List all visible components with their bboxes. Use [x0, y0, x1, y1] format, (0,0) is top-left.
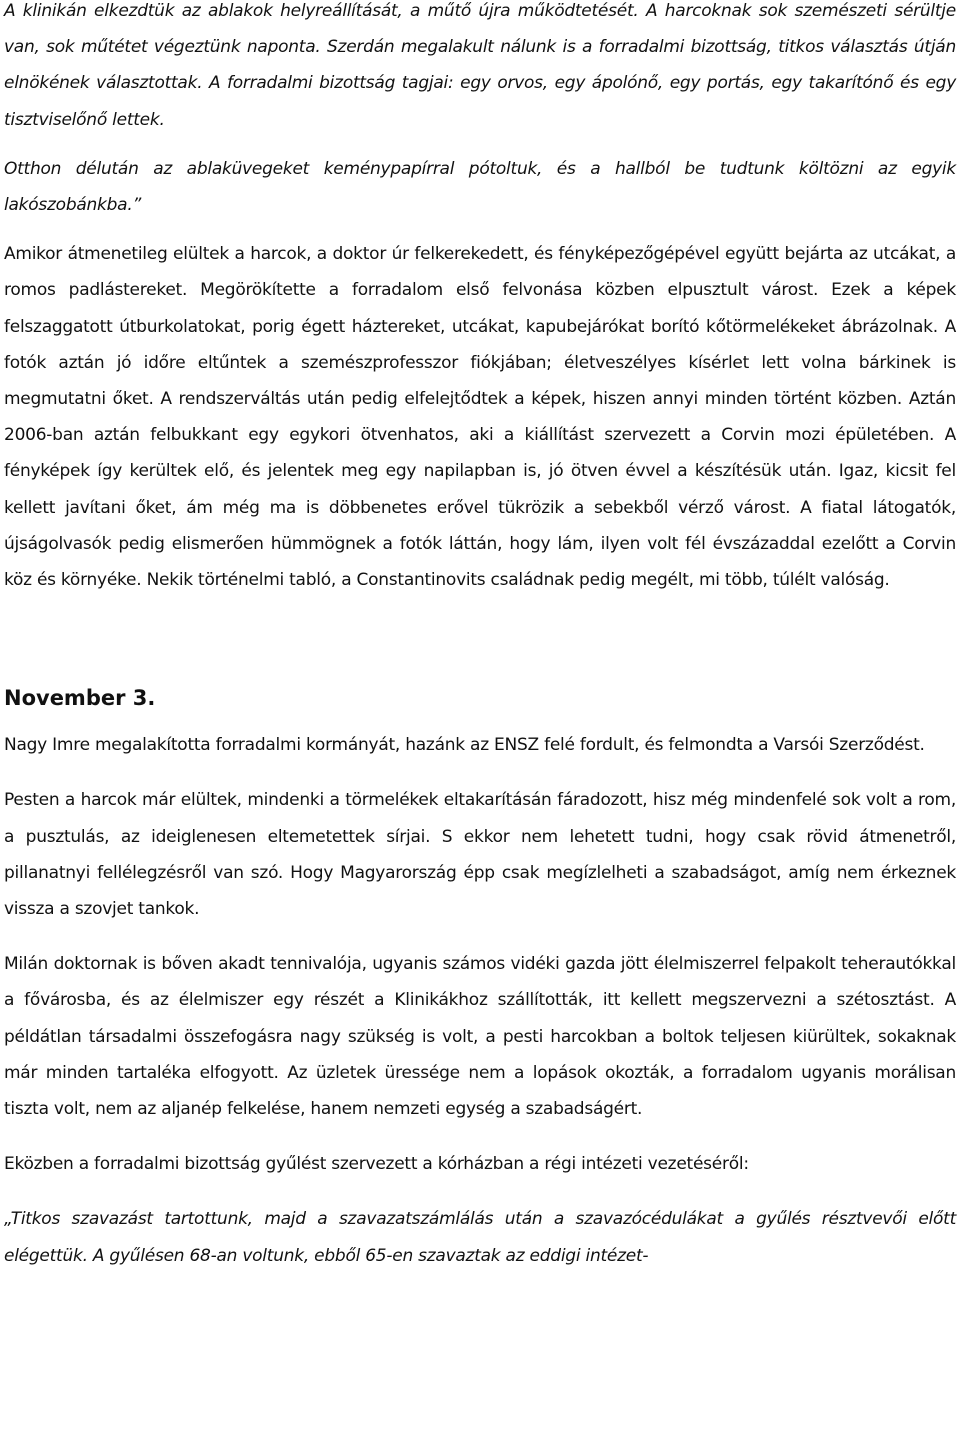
date-heading: November 3. [4, 686, 156, 711]
paragraph-milan: Milán doktornak is bőven akadt tennivalója, ugyanis számos vidéki gazda jött élelmiszerrel felpakolt teherautókkal a fővárosba, és az élelmiszer egy részét a Klinikákhoz szállították, itt kellett megszervezni a szétosztást. A példátlan társadalmi összefogásra nagy szükség is volt, a pesti harcokban a boltok teljesen kiürültek, sokaknak már minden tartaléka elfogyott. Az üzletek üressége nem a lopások okozták, a forradalom ugyanis morálisan tiszta volt, nem az aljanép felkelése, hanem nemzeti egység a szabadságért. [4, 954, 956, 1120]
quote-paragraph-vote: „Titkos szavazást tartottunk, majd a szavazatszámlálás után a szavazócédulákat a gyűlés résztvevői előtt elégettük. A gyűlésen 68-an voltunk, ebből 65-en szavaztak az eddigi intézet- [4, 1209, 956, 1266]
paragraph-committee: Eközben a forradalmi bizottság gyűlést szervezett a kórházban a régi intézeti vezetéséről: [4, 1154, 749, 1175]
quote-paragraph-home: Otthon délután az ablaküvegeket keménypapírral pótoltuk, és a hallból be tudtunk költözni az egyik lakószobánkba.” [4, 158, 956, 216]
paragraph-photos: Amikor átmenetileg elültek a harcok, a doktor úr felkerekedett, és fényképezőgépével együtt bejárta az utcákat, a romos padlástereket. Megörökítette a forradalom első felvonása közben elpusztult várost. Ezek a képek felszaggatott útburkolatokat, porig égett háztereket, utcákat, kapubejárókat borító kőtörmelékeket ábrázolnak. A fotók aztán jó időre eltűntek a szemészprofesszor fiókjában; életveszélyes kísérlet lett volna bárkinek is megmutatni őket. A rendszerváltás után pedig elfelejtődtek a képek, hiszen annyi minden történt közben. Aztán 2006-ban aztán felbukkant egy egykori ötvenhatos, aki a kiállítást szervezett a Corvin mozi épületében. A fényképek így kerültek elő, és jelentek meg egy napilapban is, jó ötven évvel a készítésük után. Igaz, kicsit fel kellett javítani őket, ám még ma is döbbenetes erővel tükrözik a sebekből vérző várost. A fiatal látogatók, újságolvasók pedig elismerően hümmögnek a fotók láttán, hogy lám, ilyen volt fél évszázaddal ezelőtt a Corvin köz és környéke. Nekik történelmi tabló, a Constantinovits családnak pedig megélt, mi több, túlélt valóság. [4, 244, 956, 591]
paragraph-pest: Pesten a harcok már elültek, mindenki a törmelékek eltakarításán fáradozott, hisz még mindenfelé sok volt a rom, a pusztulás, az ideiglenesen eltemetettek sírjai. S ekkor nem lehetett tudni, hogy csak rövid átmenetről, pillanatnyi fellélegzésről van szó. Hogy Magyarország épp csak megízlelheti a szabadságot, amíg nem érkeznek vissza a szovjet tankok. [4, 790, 956, 920]
paragraph-government: Nagy Imre megalakította forradalmi kormányát, hazánk az ENSZ felé fordult, és felmondta a Varsói Szerződést. [4, 735, 925, 756]
quote-paragraph-clinic: A klinikán elkezdtük az ablakok helyreállítását, a műtő újra működtetését. A harcoknak sok szemészeti sérültje van, sok műtétet végeztünk naponta. Szerdán megalakult nálunk is a forradalmi bizottság, titkos választás útján elnökének választottak. A forradalmi bizottság tagjai: egy orvos, egy ápolónő, egy portás, egy takarítónő és egy tisztviselőnő lettek. [4, 1, 956, 130]
